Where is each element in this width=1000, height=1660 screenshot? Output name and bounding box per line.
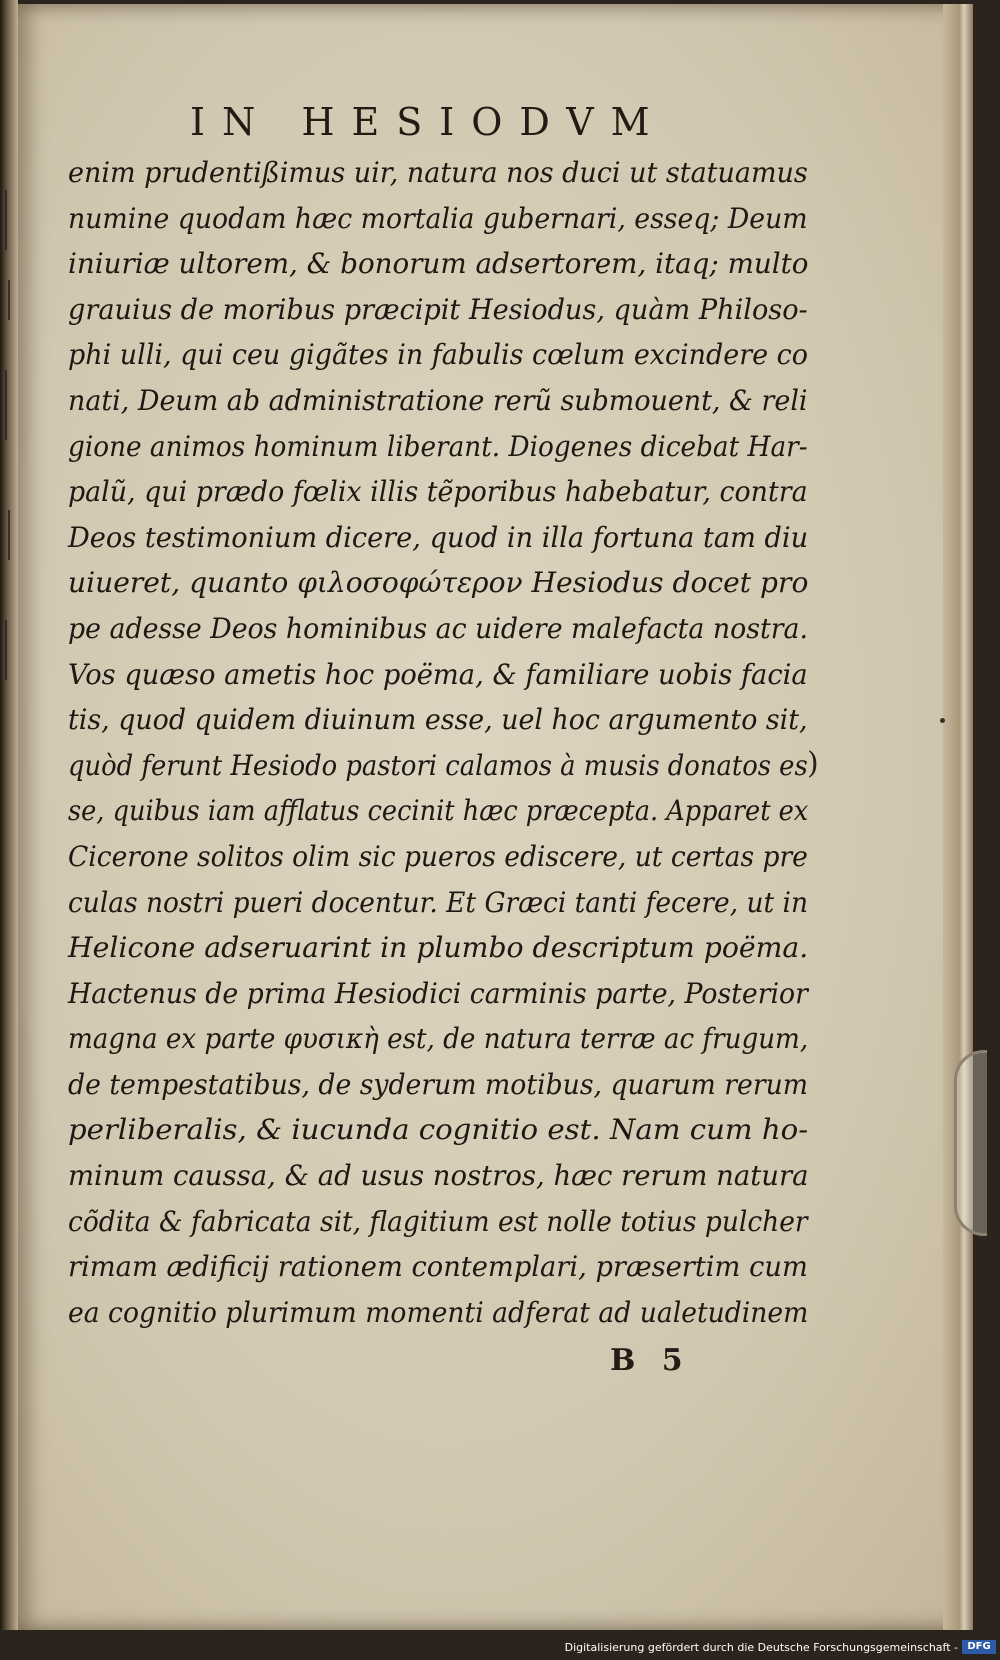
text-line: de tempestatibus, de syderum motibus, quarum rerum <box>68 1067 809 1101</box>
text-block <box>68 150 808 1335</box>
text-line: minum caussa, & ad usus nostros, hæc rerum natura <box>68 1159 809 1193</box>
text-line: ea cognitio plurimum momenti adferat ad ualetudinem <box>68 1295 809 1329</box>
page-edge <box>943 4 973 1630</box>
text-line: se, quibus iam afflatus cecinit hæc præcepta. Apparet ex <box>68 794 809 828</box>
text-line: tis, quod quidem diuinum esse, uel hoc argumento sit, <box>68 703 808 737</box>
digitization-credit: Digitalisierung gefördert durch die Deutsche Forschungsgemeinschaft - <box>564 1641 958 1654</box>
text-line: Vos quæso ametis hoc poëma, & familiare uobis facia <box>68 657 808 691</box>
text-line: Hactenus de prima Hesiodici carminis parte, Posterior <box>68 976 808 1010</box>
ink-dot <box>940 718 945 723</box>
running-head: IN HESIODVM <box>190 100 667 144</box>
text-line: pe adesse Deos hominibus ac uidere malefacta nostra. <box>68 611 809 645</box>
text-line: culas nostri pueri docentur. Et Græci tanti fecere, ut in <box>68 885 809 919</box>
text-line: iniuriæ ultorem, & bonorum adsertorem, itaq; multo <box>68 247 809 281</box>
margin-bracket: ) <box>807 746 819 781</box>
text-line: magna ex parte φυσικὴ est, de natura terræ ac frugum, <box>68 1022 809 1056</box>
text-line: nati, Deum ab administratione rerũ submouent, & reli <box>68 383 808 417</box>
text-line: phi ulli, qui ceu gigãtes in fabulis cœlum excindere co <box>68 338 808 372</box>
signature-mark: B 5 <box>610 1343 691 1378</box>
text-line: enim prudentißimus uir, natura nos duci ut statuamus <box>68 156 808 189</box>
page-clip <box>954 1050 987 1236</box>
text-line: rimam ædificij rationem contemplari, præsertim cum <box>68 1250 808 1284</box>
text-line: Cicerone solitos olim sic pueros ediscere, ut certas pre <box>68 839 808 873</box>
text-line: cõdita & fabricata sit, flagitium est nolle totius pulcher <box>68 1204 808 1238</box>
binding-marks <box>5 190 13 710</box>
text-line: perliberalis, & iucunda cognitio est. Nam cum ho- <box>68 1113 809 1147</box>
text-line: grauius de moribus præcipit Hesiodus, quàm Philoso- <box>68 292 808 326</box>
text-line: quòd ferunt Hesiodo pastori calamos à musis donatos es <box>68 748 808 782</box>
text-line: uiueret, quanto φιλοσοφώτερον Hesiodus docet pro <box>68 566 809 600</box>
text-line: gione animos hominum liberant. Diogenes dicebat Har- <box>68 429 808 463</box>
left-binding <box>0 0 18 1630</box>
text-line: Helicone adseruarint in plumbo descriptum poëma. <box>68 931 809 965</box>
text-line: Deos testimonium dicere, quod in illa fortuna tam diu <box>68 520 809 554</box>
dfg-logo: DFG <box>962 1640 996 1654</box>
text-line: palũ, qui prædo fœlix illis tẽporibus habebatur, contra <box>68 475 808 509</box>
text-line: numine quodam hæc mortalia gubernari, esseq; Deum <box>68 201 808 235</box>
